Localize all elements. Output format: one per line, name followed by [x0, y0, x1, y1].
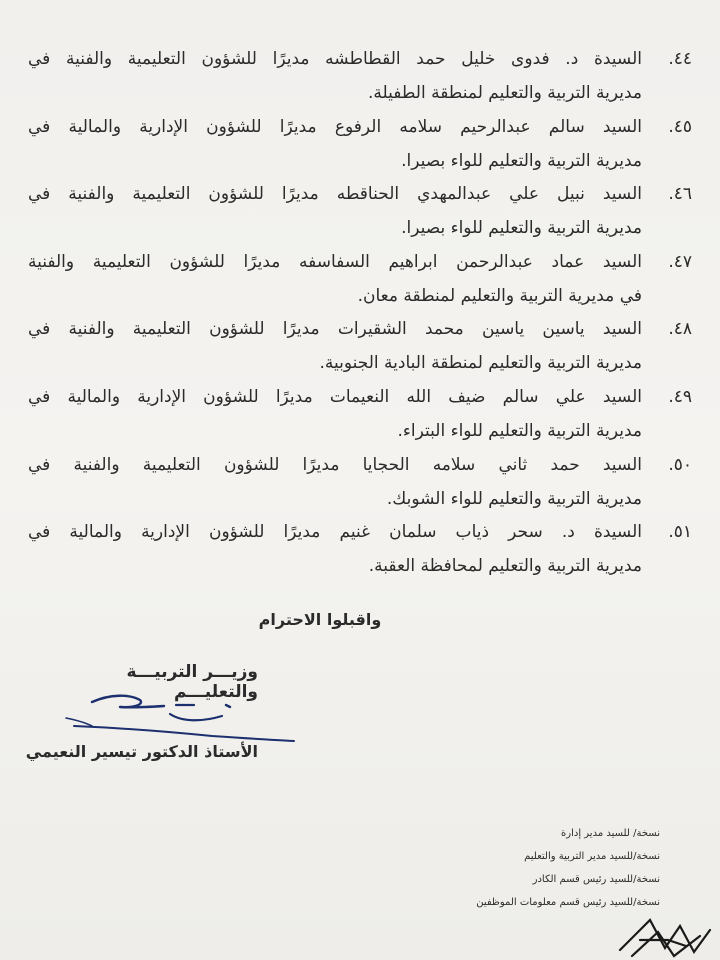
minister-name: الأستاذ الدكتور تيسير النعيمي — [25, 742, 258, 761]
item-line-2: في مديرية التربية والتعليم لمنطقة معان. — [357, 285, 642, 306]
item-number: ٤٦. — [668, 184, 692, 205]
list-item — [24, 314, 700, 382]
list-item — [24, 247, 700, 315]
item-line-1: السيد حمد ثاني سلامه الحجايا مديرًا للشؤون التعليمية والفنية في — [28, 454, 642, 475]
item-number: ٤٧. — [668, 251, 692, 272]
item-line-1: السيدة د. فدوى خليل حمد القطاطشه مديرًا للشؤون التعليمية والفنية في — [28, 49, 642, 69]
list-item — [24, 382, 700, 450]
item-line-2: مديرية التربية والتعليم لمنطقة البادية الجنوبية. — [319, 353, 642, 374]
item-line-1: السيد نبيل علي عبدالمهدي الحناقطه مديرًا للشؤون التعليمية والفنية في — [28, 184, 642, 205]
item-number: ٤٤. — [668, 49, 692, 69]
item-line-1: السيد علي سالم ضيف الله النعيمات مديرًا للشؤون الإدارية والمالية في — [28, 386, 642, 407]
list-item — [24, 44, 700, 112]
copies-list — [442, 822, 660, 914]
item-number: ٤٨. — [668, 319, 692, 340]
item-line-2: مديرية التربية والتعليم لمنطقة الطفيلة. — [367, 83, 642, 103]
item-line-2: مديرية التربية والتعليم للواء الشوبك. — [386, 488, 642, 509]
list-item — [24, 517, 700, 585]
copy-recipient: نسخة/للسيد رئيس قسم الكادر — [532, 874, 660, 885]
item-number: ٤٥. — [668, 116, 692, 137]
item-line-2: مديرية التربية والتعليم للواء بصيرا. — [401, 150, 642, 171]
item-number: ٥٠. — [668, 454, 692, 475]
list-item — [24, 450, 700, 518]
list-item — [24, 112, 700, 180]
item-line-1: السيد سالم عبدالرحيم سلامه الرفوع مديرًا للشؤون الإدارية والمالية في — [28, 116, 642, 137]
copy-recipient: نسخة/للسيد رئيس قسم معلومات الموظفين — [476, 897, 660, 908]
appointment-list — [24, 44, 700, 585]
handwritten-signature — [52, 688, 302, 748]
item-line-2: مديرية التربية والتعليم للواء البتراء. — [397, 420, 642, 441]
item-line-1: السيدة د. سحر ذياب سلمان غنيم مديرًا للشؤون الإدارية والمالية في — [28, 522, 642, 543]
item-line-2: مديرية التربية والتعليم لمحافظة العقبة. — [368, 556, 642, 577]
copy-recipient: نسخة/ للسيد مدير إدارة — [561, 828, 660, 839]
item-line-1: السيد عماد عبدالرحمن ابراهيم السفاسفه مديرًا للشؤون التعليمية والفنية — [28, 251, 642, 272]
item-line-1: السيد ياسين ياسين محمد الشقيرات مديرًا للشؤون التعليمية والفنية في — [28, 319, 642, 340]
minister-title: وزيـــر التربيـــة والتعليـــم — [126, 662, 258, 702]
item-number: ٥١. — [668, 522, 692, 543]
item-number: ٤٩. — [668, 386, 692, 407]
closing-salutation: واقبلوا الاحترام — [258, 610, 382, 629]
list-item — [24, 179, 700, 247]
ink-scribble-mark — [610, 910, 720, 960]
item-line-2: مديرية التربية والتعليم للواء بصيرا. — [401, 218, 642, 239]
copy-recipient: نسخة/للسيد مدير التربية والتعليم — [524, 851, 660, 862]
